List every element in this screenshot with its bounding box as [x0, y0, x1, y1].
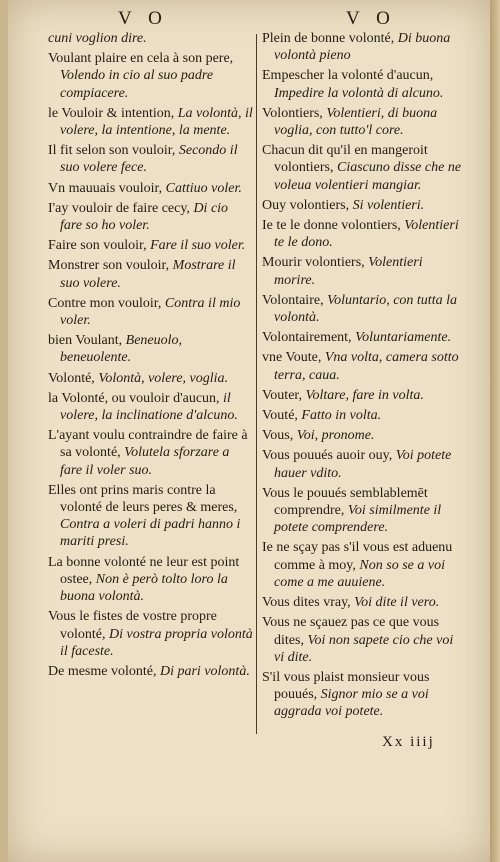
dictionary-entry: [48, 332, 253, 366]
french-text: Chacun dit qu'il en mangeroit volontiers,: [262, 143, 428, 176]
dictionary-entry: [48, 105, 253, 139]
french-text: Volontiers,: [262, 105, 327, 121]
french-text: Vous pouués auoir ouy,: [262, 448, 396, 464]
french-text: Elles ont prins maris contre la volonté de leurs peres & meres,: [48, 482, 238, 516]
dictionary-entry: [262, 292, 462, 326]
french-text: Volonté,: [48, 370, 99, 386]
french-text: Vous dites vray,: [262, 595, 355, 611]
dictionary-entry: [48, 30, 253, 47]
french-text: Empescher la volonté d'aucun,: [262, 68, 434, 84]
french-text: S'il vous plaist monsieur vous pouués,: [262, 669, 430, 703]
italian-text: Di buona volontà pieno: [274, 31, 451, 64]
dictionary-entry: [262, 387, 462, 404]
dictionary-entry: [262, 594, 462, 611]
dictionary-entry: [262, 614, 462, 666]
italian-text: il volere, la inclinatione d'alcuno.: [60, 390, 238, 424]
french-text: Ie te le donne volontiers,: [262, 218, 405, 234]
french-text: Monstrer son vouloir,: [48, 258, 173, 274]
dictionary-entry: [48, 200, 253, 234]
french-text: Vous,: [262, 428, 297, 444]
dictionary-entry: [262, 427, 462, 444]
french-text: De mesme volonté,: [48, 663, 160, 679]
italian-text: Volentieri morire.: [274, 255, 423, 288]
dictionary-entry: [48, 142, 253, 176]
dictionary-entry: [262, 105, 462, 139]
italian-text: Impedire la volontà di alcuno.: [274, 85, 444, 101]
italian-text: Cattiuo voler.: [165, 180, 242, 196]
dictionary-entry: [48, 237, 253, 254]
french-text: Vous le pouués semblablemēt comprendre,: [262, 485, 428, 519]
book-page: [8, 0, 490, 862]
dictionary-entry: [48, 370, 253, 387]
italian-text: Volendo in cio al suo padre compiacere.: [60, 68, 214, 101]
italian-text: Fare il suo voler.: [150, 238, 246, 254]
italian-text: Volontà, volere, voglia.: [98, 370, 229, 386]
dictionary-entry: [262, 407, 462, 424]
italian-text: Non è però tolto loro la buona volontà.: [60, 571, 228, 605]
signature-mark: Xx iiij: [382, 734, 435, 750]
french-text: Il fit selon son vouloir,: [48, 143, 179, 159]
right-column: [262, 30, 462, 724]
dictionary-entry: [262, 30, 462, 64]
french-text: Plein de bonne volonté,: [262, 31, 398, 46]
running-head-right: V O: [346, 8, 396, 29]
french-text: bien Voulant,: [48, 333, 126, 349]
running-head-left: V O: [118, 8, 168, 29]
italian-text: Mostrare il suo volere.: [60, 258, 236, 291]
dictionary-entry: [262, 447, 462, 481]
italian-text: Contra il mio voler.: [60, 295, 241, 329]
french-text: Vous le fistes de vostre propre volonté,: [48, 609, 217, 642]
french-text: I'ay vouloir de faire cecy,: [48, 200, 194, 216]
left-column: [48, 30, 253, 683]
dictionary-entry: [262, 254, 462, 288]
italian-text: Voi dite il vero.: [354, 595, 440, 611]
dictionary-entry: [262, 539, 462, 591]
french-text: Vouté,: [262, 408, 302, 424]
italian-text: Volentieri te le dono.: [274, 218, 459, 251]
dictionary-entry: [48, 390, 253, 424]
italian-text: Voluntario, con tutta la volontà.: [274, 292, 457, 326]
french-text: La bonne volonté ne leur est point ostee,: [48, 554, 240, 587]
dictionary-entry: [262, 349, 462, 383]
french-text: Vous ne sçauez pas ce que vous dites,: [262, 615, 440, 648]
italian-text: Volutela sforzare a fare il voler suo.: [60, 445, 230, 478]
french-text: Mourir volontiers,: [262, 255, 369, 271]
french-text: le Vouloir & intention,: [48, 105, 178, 121]
french-text: L'ayant voulu contraindre de faire à sa volonté,: [48, 428, 248, 461]
italian-text: Voi non sapete cio che voi vi dite.: [274, 632, 454, 665]
dictionary-entry: [48, 180, 253, 197]
french-text: vne Voute,: [262, 350, 325, 366]
french-text: Vouter,: [262, 387, 306, 403]
italian-text: Di vostra propria volontà il faceste.: [60, 626, 253, 659]
dictionary-entry: [262, 485, 462, 537]
italian-text: Ciascuno disse che ne voleua volentieri mangiar.: [274, 160, 462, 193]
french-text: Ie ne sçay pas s'il vous est aduenu comme à moy,: [262, 540, 453, 573]
italian-text: Si volentieri.: [352, 197, 425, 213]
dictionary-entry: [262, 197, 462, 214]
page-edge: [490, 0, 500, 862]
dictionary-entry: [48, 257, 253, 291]
french-text: la Volonté, ou vouloir d'aucun,: [48, 390, 224, 406]
french-text: Contre mon vouloir,: [48, 295, 165, 311]
column-divider: [256, 34, 257, 734]
italian-text: Voi potete hauer vdito.: [274, 448, 452, 481]
dictionary-entry: [262, 67, 462, 101]
dictionary-entry: [48, 295, 253, 329]
dictionary-entry: [262, 217, 462, 251]
italian-text: Secondo il suo volere fece.: [60, 143, 238, 176]
italian-text: Voltare, fare in volta.: [305, 387, 424, 403]
italian-text: Fatto in volta.: [301, 408, 382, 424]
french-text: Volontaire,: [262, 292, 328, 308]
dictionary-entry: [262, 669, 462, 721]
dictionary-entry: [48, 663, 253, 680]
italian-text: Volentieri, di buona voglia, con tutto'l core.: [274, 105, 438, 139]
dictionary-entry: [48, 482, 253, 551]
french-text: Voulant plaire en cela à son pere,: [48, 51, 234, 67]
dictionary-entry: [48, 427, 253, 479]
italian-text: La volontà, il volere, la intentione, la mente.: [60, 105, 253, 139]
dictionary-entry: [262, 329, 462, 346]
french-text: Ouy volontiers,: [262, 197, 353, 213]
italian-text: cuni voglion dire.: [48, 31, 147, 46]
italian-text: Signor mio se a voi aggrada voi potete.: [274, 687, 429, 720]
dictionary-entry: [48, 608, 253, 660]
french-text: Faire son vouloir,: [48, 238, 151, 254]
italian-text: Di cio fare so ho voler.: [60, 200, 229, 234]
italian-text: Di pari volontà.: [159, 663, 250, 679]
italian-text: Non so se a voi come a me auuiene.: [274, 557, 445, 590]
italian-text: Contra a voleri di padri hanno i mariti presi.: [60, 517, 241, 550]
italian-text: Voi similmente il potete comprendere.: [274, 503, 442, 536]
dictionary-entry: [262, 142, 462, 194]
italian-text: Beneuolo, beneuolente.: [60, 333, 183, 366]
dictionary-entry: [48, 554, 253, 606]
italian-text: Vna volta, camera sotto terra, caua.: [274, 350, 459, 383]
french-text: Volontairement,: [262, 330, 356, 346]
italian-text: Voi, pronome.: [296, 428, 375, 444]
french-text: Vn mauuais vouloir,: [48, 180, 166, 196]
dictionary-entry: [48, 50, 253, 102]
italian-text: Voluntariamente.: [355, 330, 452, 346]
